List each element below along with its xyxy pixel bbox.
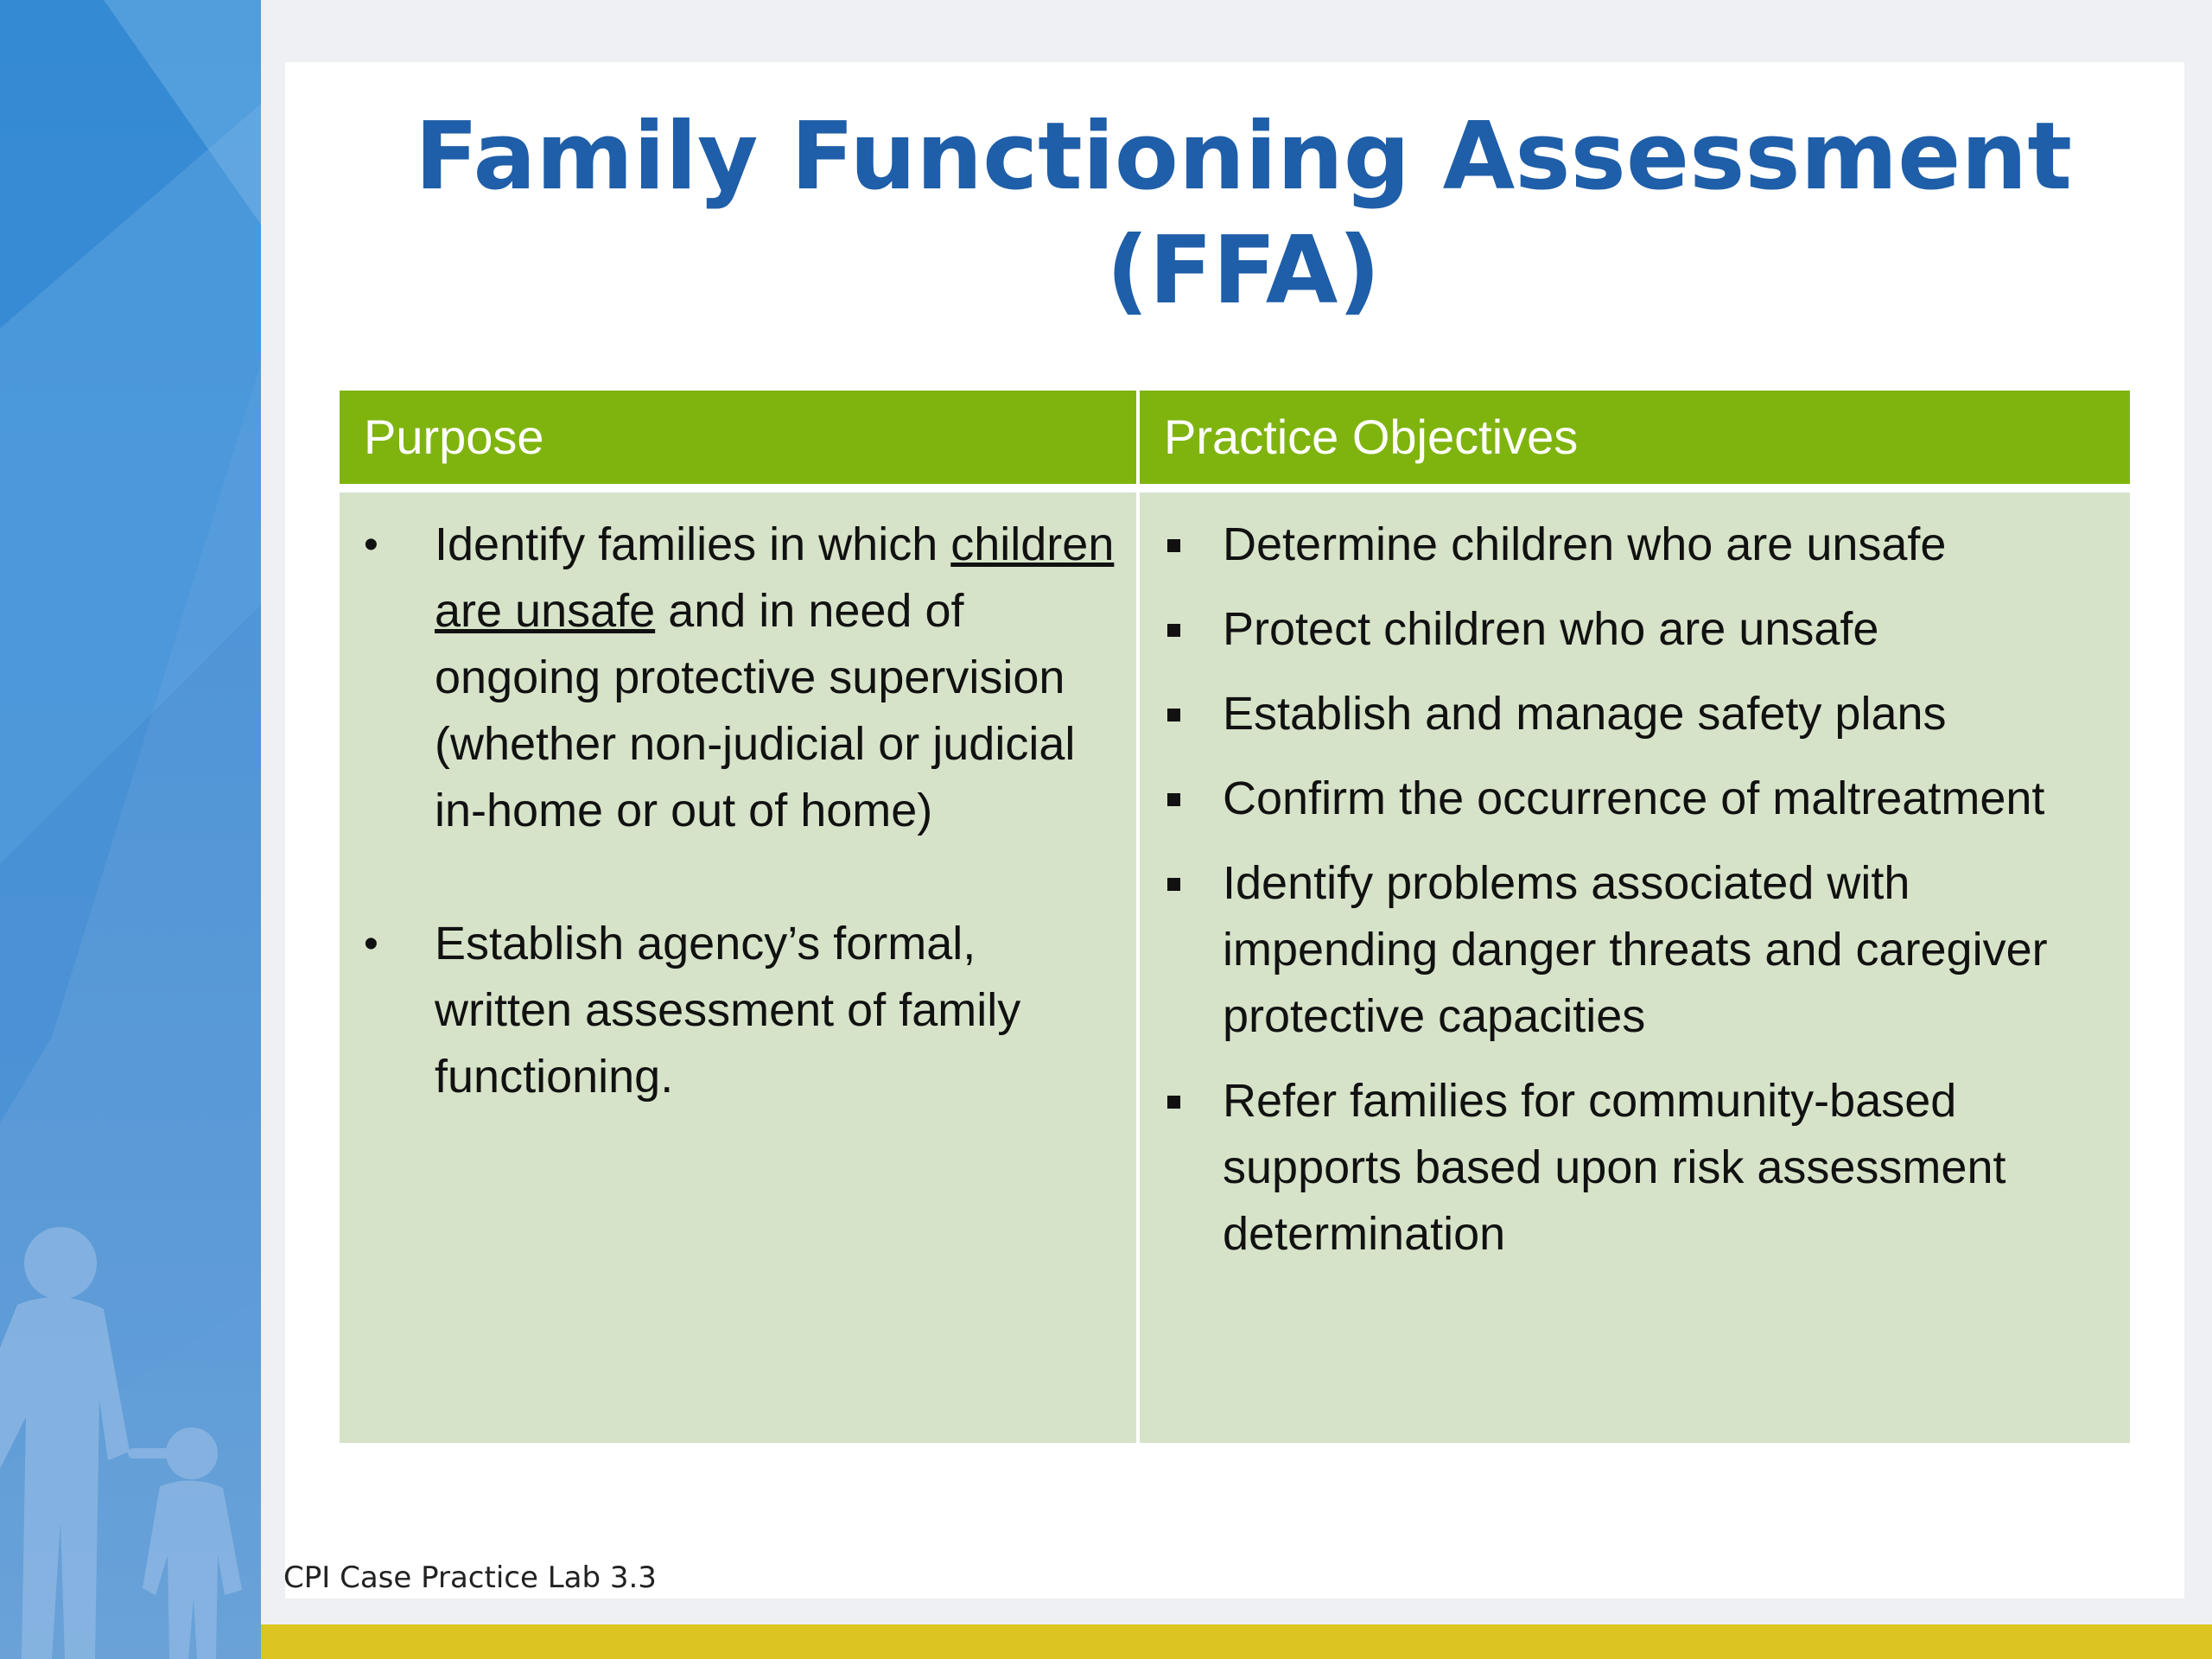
- objective-item: [1140, 596, 2130, 663]
- decorative-sidebar: [0, 0, 261, 1659]
- slide-footer: CPI Case Practice Lab 3.3: [283, 1560, 657, 1595]
- purpose-cell: [340, 493, 1136, 1443]
- bullet-dot-icon: •: [364, 522, 378, 568]
- slide-title-line-2: (FFA): [1106, 217, 1381, 325]
- bottom-accent-bar: [261, 1624, 2212, 1659]
- objective-item: [1140, 512, 2130, 578]
- objective-item-text: Confirm the occurrence of maltreatment: [1223, 772, 2045, 824]
- purpose-item-text: Identify families in which: [435, 518, 951, 570]
- objective-item: [1140, 1068, 2130, 1268]
- square-bullet-icon: [1167, 624, 1180, 637]
- objective-item-text: Determine children who are unsafe: [1223, 518, 1947, 570]
- objective-item: [1140, 681, 2130, 747]
- objective-item-text: Establish and manage safety plans: [1223, 688, 1947, 740]
- purpose-item-text-rest: and in need of ongoing protective supervision (whether non-judicial or judicial in-home or out of home): [435, 585, 1076, 836]
- objective-item: [1140, 850, 2130, 1050]
- slide-title-line-1: Family Functioning Assessment: [415, 103, 2072, 211]
- square-bullet-icon: [1167, 878, 1180, 891]
- square-bullet-icon: [1167, 793, 1180, 806]
- purpose-header: Purpose: [340, 391, 1136, 484]
- slide-title: [285, 100, 2202, 328]
- ffa-table: [340, 391, 2130, 1545]
- bullet-dot-icon: •: [364, 921, 378, 967]
- slide-card: [285, 62, 2184, 1599]
- purpose-item-underlined: children are unsafe: [435, 518, 1115, 637]
- objectives-header: Practice Objectives: [1140, 391, 2130, 484]
- objectives-list: [1140, 493, 2130, 1268]
- objective-item-text: Identify problems associated with impending danger threats and caregiver protective capacities: [1223, 857, 2048, 1042]
- objective-item: [1140, 766, 2130, 832]
- purpose-item: [340, 512, 1136, 844]
- objective-item-text: Protect children who are unsafe: [1223, 603, 1879, 655]
- purpose-list: [340, 493, 1136, 1110]
- square-bullet-icon: [1167, 1096, 1180, 1109]
- square-bullet-icon: [1167, 709, 1180, 721]
- objective-item-text: Refer families for community-based supports based upon risk assessment determination: [1223, 1075, 2006, 1260]
- objectives-cell: [1140, 493, 2130, 1443]
- purpose-item: [340, 911, 1136, 1110]
- sidebar-art: [0, 0, 261, 1659]
- purpose-item-text: Establish agency’s formal, written assessment of family functioning.: [435, 918, 1021, 1103]
- square-bullet-icon: [1167, 539, 1180, 552]
